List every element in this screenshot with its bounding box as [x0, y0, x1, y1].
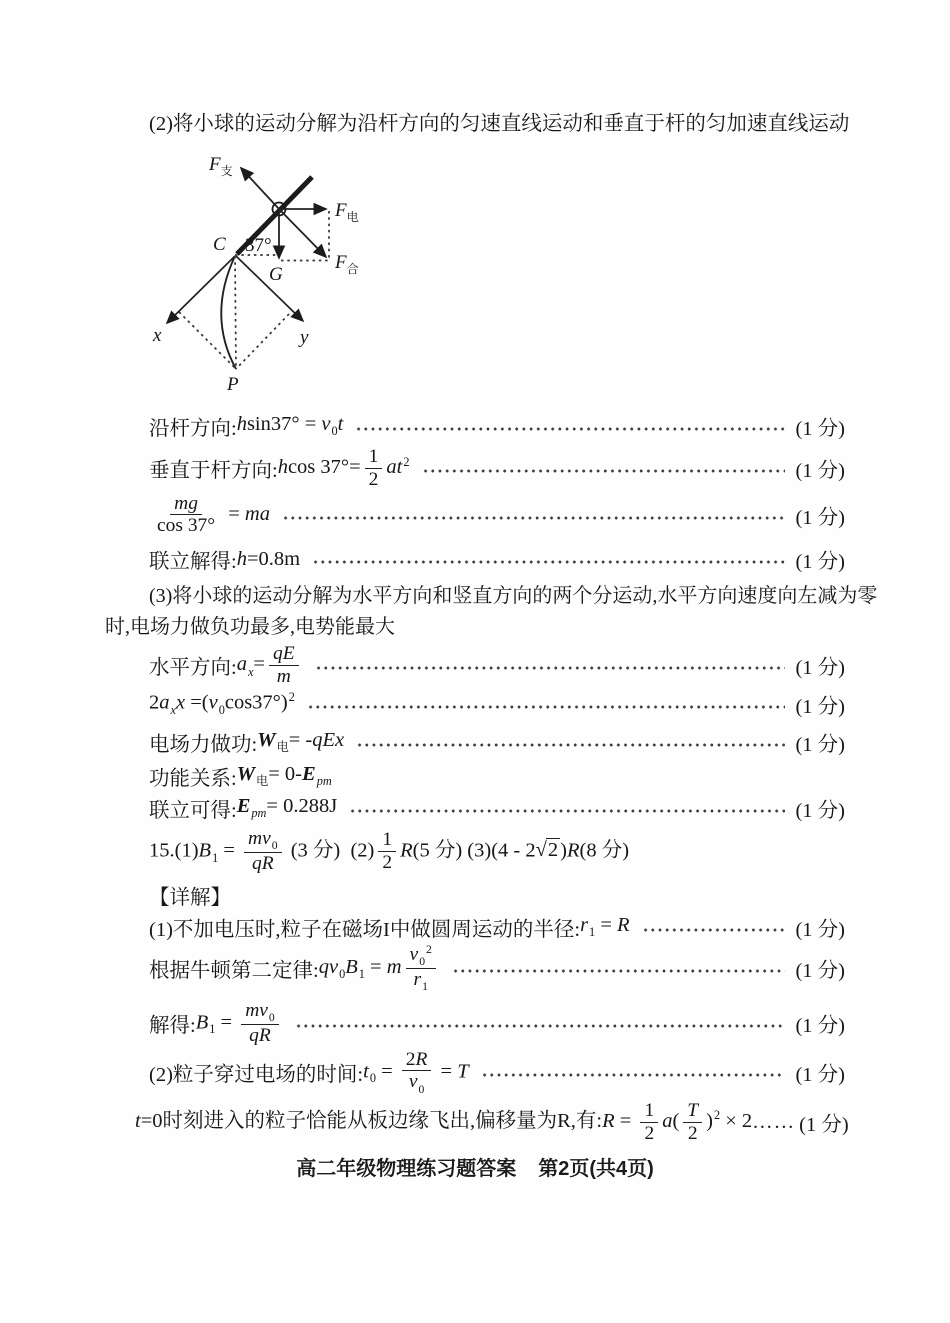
dotted-leader	[295, 1024, 786, 1028]
dashed-ycomp-to-p	[236, 314, 289, 369]
detail-header: 【详解】	[149, 886, 231, 909]
dotted-leader	[282, 516, 786, 520]
formula: $t_0$ = $\frac{2R}{v_0}$ = T	[363, 1048, 469, 1096]
score-badge: (1 分)	[795, 418, 845, 440]
score-badge: (1 分)	[795, 695, 845, 718]
y-axis-label: y	[300, 327, 309, 348]
line-solve-h	[149, 543, 845, 575]
force-net-label: $F_合$	[335, 252, 359, 276]
dotted-leader	[355, 427, 785, 431]
dotted-leader	[315, 666, 786, 670]
force-electric-label: $F_电$	[335, 200, 359, 224]
dotted-leader	[307, 705, 786, 709]
dashed-xcomp-to-p	[179, 312, 236, 369]
line-label: 解得:	[149, 1015, 196, 1038]
dotted-leader	[481, 1073, 786, 1077]
dashed-c-to-p	[235, 256, 236, 369]
score-badge: (1 分)	[795, 506, 845, 529]
formula: $2a_xx =(v_0\cos 37^\circ)^2$	[149, 689, 295, 717]
line-horizontal-accel	[149, 643, 845, 688]
dotted-leader	[642, 928, 786, 932]
force-diagram	[105, 144, 845, 396]
score-badge: (1 分)	[795, 799, 845, 822]
line-label: 水平方向:	[149, 657, 237, 680]
line-newton-second-law	[149, 943, 845, 994]
paragraph-line: 时,电场力做负功最多,电势能最大	[105, 616, 395, 639]
line-solve-b1	[149, 1000, 845, 1047]
line-label: (2)粒子穿过电场的时间:	[149, 1064, 364, 1087]
line-label: 沿杆方向:	[149, 418, 237, 440]
dotted-leader	[312, 560, 785, 564]
line-label: 根据牛顿第二定律:	[149, 960, 319, 983]
line-radius-r1	[149, 911, 845, 943]
line-electric-work	[149, 726, 845, 758]
x-axis-label: x	[153, 325, 162, 346]
formula: $a_x=$ $\frac{qE}{m}$	[237, 643, 303, 688]
line-epm-result	[149, 792, 845, 824]
dotted-leader	[452, 969, 786, 973]
dotted-leader	[349, 809, 785, 813]
line-kinematics-x	[149, 688, 845, 720]
line-along-rod	[149, 410, 845, 442]
line-label: 垂直于杆方向:	[149, 460, 278, 483]
line-detail-header	[149, 879, 845, 911]
line-problem15-answers	[149, 828, 845, 875]
line-perpendicular-rod	[149, 446, 845, 491]
short-dotted-leader: ……	[752, 1110, 796, 1133]
score-badge: (1 分)	[795, 657, 845, 680]
score-badge: (1 分)	[795, 1064, 845, 1087]
section-2-intro: (2)将小球的运动分解为沿杆方向的匀速直线运动和垂直于杆的匀加速直线运动	[149, 113, 850, 135]
dotted-leader	[422, 469, 786, 473]
formula: $W_电= -qEx$	[257, 728, 345, 755]
point-p-label: P	[227, 374, 239, 395]
paragraph-part3	[105, 581, 878, 643]
line-label: 电场力做功:	[149, 733, 258, 756]
page-footer	[105, 1152, 845, 1181]
line-deflection	[135, 1099, 849, 1145]
score-badge: (1 分)	[795, 960, 845, 983]
formula: $r_1 = R$	[580, 913, 630, 940]
force-support-arrow	[241, 168, 279, 209]
score-badge: (1 分)	[795, 551, 845, 574]
score-badge: (1 分)	[795, 460, 845, 483]
line-newton-rod	[149, 493, 845, 538]
formula: h=0.8m	[236, 547, 301, 570]
footer-doc-title: 高二年级物理练习题答案	[296, 1158, 517, 1181]
formula: $E_{pm}= 0.288J$	[236, 794, 338, 821]
angle-label: 37°	[245, 235, 272, 256]
formula: $15.(1)B_1$ = $\frac{mv_0}{qR}$ (3 分) (2) $\frac{1}{2}$ R(5 分) (3)(4 - 2 √ 2 )R(8 分)	[149, 827, 630, 875]
gravity-label: G	[269, 264, 283, 285]
formula: $hsin37^\circ = v_0t$	[236, 412, 344, 439]
formula: t=0时刻进入的粒子恰能从板边缘飞出,偏移量为R,有:R = $\frac{1}{2}$ a( $\frac{T}{2}$ )$^2$ × 2	[135, 1099, 753, 1144]
line-label: (1)不加电压时,粒子在磁场I中做圆周运动的半径:	[149, 918, 581, 941]
line-work-energy	[149, 760, 845, 792]
point-c-label: C	[213, 234, 226, 255]
footer-page-number: 第2页(共4页)	[538, 1158, 654, 1181]
score-badge: (1 分)	[795, 1015, 845, 1038]
score-badge: (1 分)	[799, 1114, 849, 1137]
score-badge: (1 分)	[795, 918, 845, 941]
force-net-arrow	[279, 209, 326, 257]
paragraph-line: (3)将小球的运动分解为水平方向和竖直方向的两个分运动,水平方向速度向左减为零	[149, 585, 878, 608]
line-label: 联立可得:	[149, 799, 237, 822]
force-support-label: $F_支$	[209, 154, 233, 178]
formula: $qv_0B_1 = m$ $\frac{v_0^2}{r_1}$	[319, 943, 440, 994]
x-axis-line	[167, 256, 235, 323]
line-label: 联立解得:	[149, 551, 237, 574]
formula: $B_1$ = $\frac{mv_0}{qR}$	[196, 1000, 283, 1047]
line-label: 功能关系:	[149, 767, 237, 790]
formula: $\frac{mg}{\cos 37^\circ}$ = ma	[157, 492, 270, 537]
score-badge: (1 分)	[795, 733, 845, 756]
trajectory-curve	[221, 256, 236, 369]
force-diagram-svg	[139, 144, 389, 396]
formula: hcos 37°= $\frac{1}{2}$ $at^2$	[277, 446, 410, 490]
line-crossing-time	[149, 1049, 845, 1096]
formula: $W_电= 0-E_{pm}$	[236, 762, 332, 789]
dotted-leader	[356, 743, 785, 747]
